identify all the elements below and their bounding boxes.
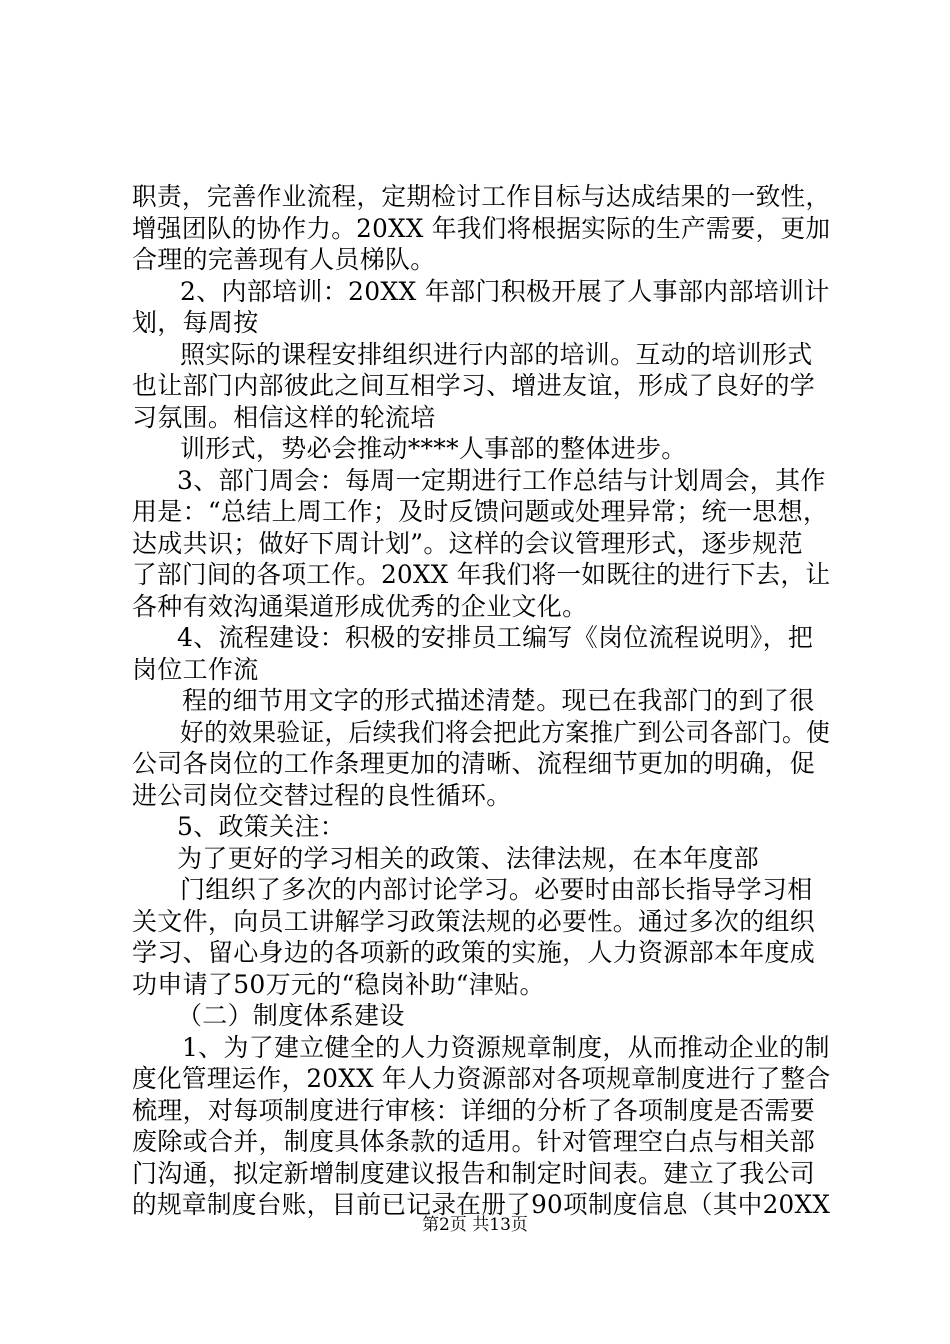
page-number: 第2页 共13页 — [422, 1215, 528, 1235]
text-line: 职责，完善作业流程，定期检讨工作目标与达成结果的一致性， — [132, 182, 831, 211]
text-line: 增强团队的协作力。20XX 年我们将根据实际的生产需要，更加 — [132, 214, 831, 243]
text-line: 梳理，对每项制度进行审核：详细的分析了各项制度是否需要 — [132, 1096, 816, 1125]
text-line: 为了更好的学习相关的政策、法律法规，在本年度部 — [177, 844, 759, 873]
text-line: 好的效果验证，后续我们将会把此方案推广到公司各部门。使 — [180, 718, 831, 747]
text-line: 达成共识；做好下周计划”。这样的会议管理形式，逐步规范 — [132, 529, 803, 558]
text-line: 划，每周按 — [132, 308, 259, 337]
text-line: 用是：“总结上周工作；及时反馈问题或处理异常；统一思想， — [132, 497, 829, 526]
text-line: 也让部门内部彼此之间互相学习、增进友谊，形成了良好的学 — [132, 371, 816, 400]
text-line: 进公司岗位交替过程的良性循环。 — [132, 781, 512, 810]
section-heading: （二）制度体系建设 — [177, 1001, 405, 1030]
text-line: 度化管理运作，20XX 年人力资源部对各项规章制度进行了整合 — [132, 1064, 831, 1093]
text-line: 公司各岗位的工作条理更加的清晰、流程细节更加的明确，促 — [132, 749, 816, 778]
text-line: 的规章制度台账，目前已记录在册了90项制度信息（其中20XX — [132, 1190, 831, 1219]
text-line: 3、部门周会：每周一定期进行工作总结与计划周会，其作 — [177, 466, 826, 495]
text-line: 各种有效沟通渠道形成优秀的企业文化。 — [132, 592, 588, 621]
text-line: 学习、留心身边的各项新的政策的实施，人力资源部本年度成 — [132, 938, 816, 967]
text-line: 合理的完善现有人员梯队。 — [132, 245, 436, 274]
text-line: 了部门间的各项工作。20XX 年我们将一如既往的进行下去，让 — [132, 560, 831, 589]
text-line: 岗位工作流 — [132, 655, 259, 684]
text-line: 门组织了多次的内部讨论学习。必要时由部长指导学习相 — [180, 875, 813, 904]
text-line: 关文件，向员工讲解学习政策法规的必要性。通过多次的组织 — [132, 907, 816, 936]
text-line: 门沟通，拟定新增制度建议报告和制定时间表。建立了我公司 — [132, 1159, 816, 1188]
text-line: 功申请了50万元的“稳岗补助“津贴。 — [132, 970, 545, 999]
text-line: 2、内部培训：20XX 年部门积极开展了人事部内部培训计 — [180, 277, 830, 306]
text-line: 程的细节用文字的形式描述清楚。现已在我部门的到了很 — [182, 686, 815, 715]
text-line: 训形式，势必会推动****人事部的整体进步。 — [180, 434, 687, 463]
text-line: 1、为了建立健全的人力资源规章制度，从而推动企业的制 — [182, 1033, 830, 1062]
text-line: 习氛围。相信这样的轮流培 — [132, 403, 436, 432]
text-line: 照实际的课程安排组织进行内部的培训。互动的培训形式 — [180, 340, 813, 369]
text-line: 4、流程建设：积极的安排员工编写《岗位流程说明》，把 — [177, 623, 814, 652]
text-line: 废除或合并，制度具体条款的适用。针对管理空白点与相关部 — [132, 1127, 816, 1156]
text-line: 5、政策关注： — [177, 812, 346, 841]
